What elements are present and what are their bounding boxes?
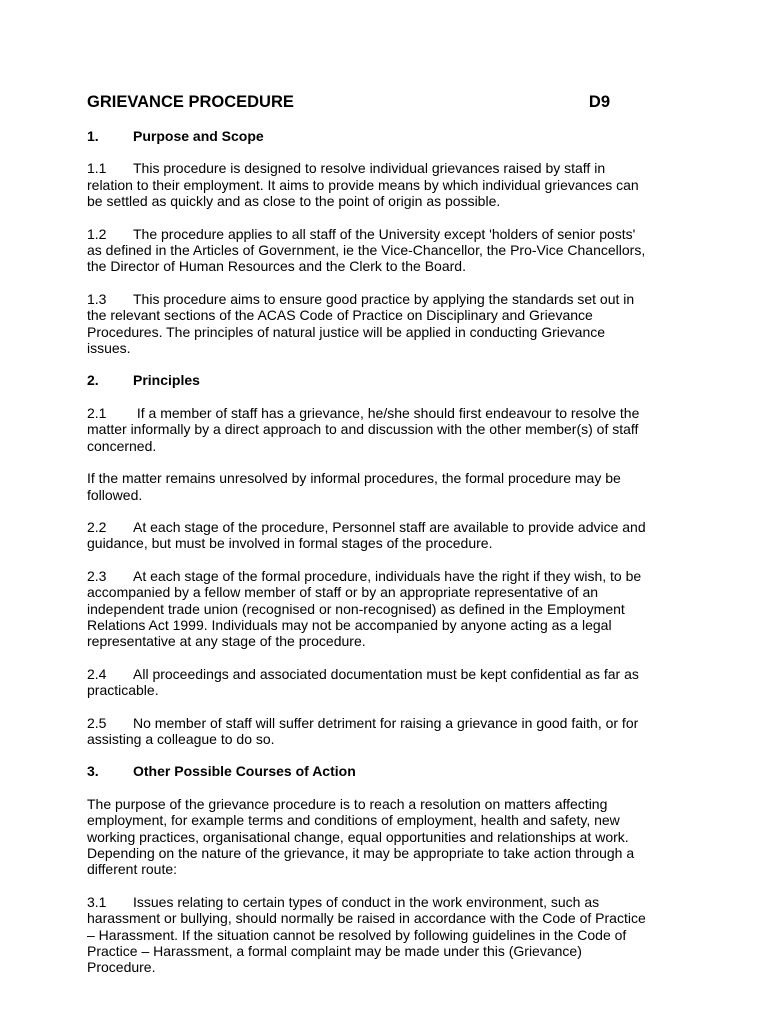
paragraph-2-1 bbox=[87, 405, 647, 454]
paragraph-number: 2.3 bbox=[87, 567, 107, 584]
paragraph-number: 2.4 bbox=[87, 665, 107, 682]
section-number: 2. bbox=[87, 372, 99, 389]
paragraph-2-5 bbox=[87, 715, 647, 748]
paragraph-text: At each stage of the procedure, Personnel staff are available to provide advice and guidance, but must be involved in formal stages of the procedure. bbox=[87, 518, 646, 552]
document-title: GRIEVANCE PROCEDURE bbox=[87, 93, 294, 111]
paragraph-text: Issues relating to certain types of conduct in the work environment, such as harassment or bullying, should normally be raised in accordance with the Code of Practice – Harassment. If the situation cannot be resolved by following guidelines in the Code of Practice – Harassment, a formal complaint may be made under this (Grievance) Procedure. bbox=[87, 893, 646, 976]
paragraph-number: 3.1 bbox=[87, 893, 107, 910]
paragraph-text: If a member of staff has a grievance, he/she should first endeavour to resolve the matter informally by a direct approach to and discussion with the other member(s) of staff concerned. bbox=[87, 404, 640, 454]
paragraph-1-1 bbox=[87, 160, 647, 209]
section-heading-purpose-scope bbox=[87, 128, 647, 144]
paragraph-number: 1.3 bbox=[87, 290, 107, 307]
paragraph-text: This procedure aims to ensure good practice by applying the standards set out in the relevant sections of the ACAS Code of Practice on Disciplinary and Grievance Procedures. The principles of natural justice will be applied in conducting Grievance issues. bbox=[87, 290, 635, 357]
section-title: Principles bbox=[133, 372, 200, 389]
paragraph-2-1-continued: If the matter remains unresolved by informal procedures, the formal procedure may be followed. bbox=[87, 470, 621, 503]
section-title: Other Possible Courses of Action bbox=[133, 763, 356, 780]
paragraph-3-1 bbox=[87, 894, 647, 976]
section-heading-other-courses bbox=[87, 763, 647, 779]
paragraph-text: All proceedings and associated documentation must be kept confidential as far as practicable. bbox=[87, 665, 639, 699]
paragraph-number: 2.5 bbox=[87, 714, 107, 731]
document-code: D9 bbox=[588, 93, 610, 111]
section-number: 1. bbox=[87, 128, 99, 144]
section-heading-principles bbox=[87, 372, 647, 388]
section-number: 3. bbox=[87, 763, 99, 780]
paragraph-2-3 bbox=[87, 568, 647, 650]
paragraph-1-3 bbox=[87, 291, 647, 357]
paragraph-text: At each stage of the formal procedure, individuals have the right if they wish, to be accompanied by a fellow member of staff or by an appropriate representative of an independent trade union (recognised or non-recognised) as defined in the Employment Relations Act 1999. Individuals may not be accompanied by anyone acting as a legal representative at any stage of the procedure. bbox=[87, 567, 642, 650]
section-title: Purpose and Scope bbox=[133, 128, 264, 144]
paragraph-text: No member of staff will suffer detriment for raising a grievance in good faith, or for assisting a colleague to do so. bbox=[87, 714, 639, 747]
paragraph-text: The procedure applies to all staff of the University except 'holders of senior posts' as defined in the Articles of Government, ie the Vice-Chancellor, the Pro-Vice Chancellors, the Director of Human Resources and the Clerk to the Board. bbox=[87, 225, 646, 275]
document-header bbox=[87, 92, 610, 112]
paragraph-2-4 bbox=[87, 666, 647, 699]
paragraph-3-intro: The purpose of the grievance procedure is to reach a resolution on matters affecting employment, for example terms and conditions of employment, health and safety, new working practices, organisational change, equal opportunities and relationships at work. Depending on the nature of the grievance, it may be appropriate to take action through a different route: bbox=[87, 795, 635, 878]
paragraph-2-2 bbox=[87, 519, 647, 552]
paragraph-number: 1.1 bbox=[87, 160, 107, 177]
paragraph-text: This procedure is designed to resolve individual grievances raised by staff in relation to their employment. It aims to provide means by which individual grievances can be settled as quickly and as close to the point of origin as possible. bbox=[87, 160, 639, 210]
document-page bbox=[87, 92, 647, 992]
paragraph-number: 1.2 bbox=[87, 225, 107, 242]
paragraph-number: 2.1 bbox=[87, 404, 107, 421]
paragraph-number: 2.2 bbox=[87, 518, 107, 535]
paragraph-1-2 bbox=[87, 226, 647, 275]
